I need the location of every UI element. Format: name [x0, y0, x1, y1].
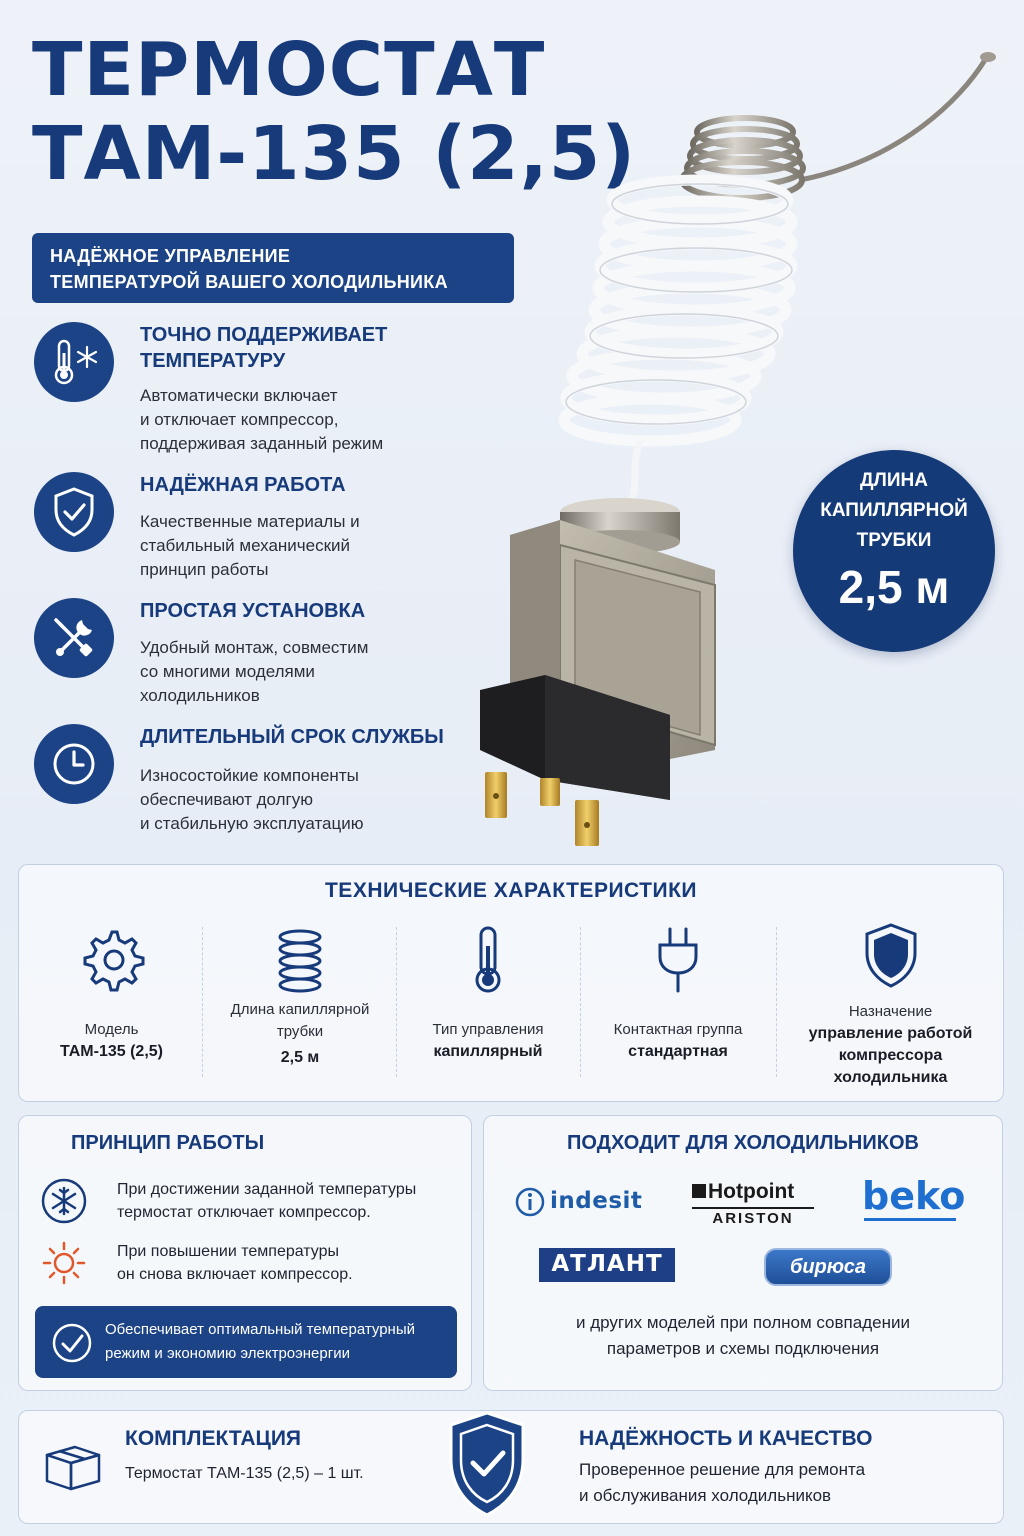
shield-check-icon — [34, 472, 114, 552]
feature-desc: стабильный механический — [140, 536, 351, 555]
indesit-logo-text: indesit — [550, 1188, 643, 1214]
title-line-2: ТАМ-135 (2,5) — [32, 111, 637, 197]
feature-desc: со многими моделями — [140, 662, 315, 681]
feature-title: ТЕМПЕРАТУРУ — [140, 350, 286, 372]
thermometer-icon — [396, 925, 580, 995]
badge-line-2: КАПИЛЛЯРНОЙ — [820, 500, 968, 521]
thermostat-product-image — [440, 40, 1020, 860]
spec-value: компрессора — [838, 1047, 943, 1064]
principle-title: ПРИНЦИП РАБОТЫ — [71, 1132, 265, 1154]
principle-note-text: Обеспечивает оптимальный температурный — [105, 1321, 415, 1338]
ariston-logo-text: ARISTON — [712, 1210, 794, 1227]
hotpoint-ariston-logo — [692, 1180, 814, 1232]
feature-desc: Износостойкие компоненты — [140, 766, 359, 785]
spec-label: Длина капиллярной — [230, 1001, 370, 1018]
feature-easy-install — [34, 598, 474, 708]
spec-label: Модель — [84, 1021, 139, 1038]
kit-desc: Термостат ТАМ-135 (2,5) – 1 шт. — [125, 1465, 364, 1482]
indesit-logo — [514, 1182, 654, 1222]
wrench-screwdriver-icon — [34, 598, 114, 678]
plug-icon — [580, 925, 776, 995]
feature-long-life — [34, 724, 474, 838]
subtitle-line-2: ТЕМПЕРАТУРОЙ ВАШЕГО ХОЛОДИЛЬНИКА — [50, 272, 448, 292]
brands-note: параметров и схемы подключения — [606, 1339, 880, 1358]
subtitle-line-1: НАДЁЖНОЕ УПРАВЛЕНИЕ — [50, 246, 291, 266]
spec-control-type — [396, 925, 580, 1095]
spec-value: холодильника — [833, 1069, 948, 1086]
spec-value: управление работой — [808, 1025, 973, 1042]
beko-logo-text: beko — [862, 1174, 966, 1218]
feature-desc: Удобный монтаж, совместим — [140, 638, 369, 657]
thermometer-snowflake-icon — [34, 322, 114, 402]
quality-desc: и обслуживания холодильников — [579, 1486, 832, 1505]
feature-desc: Качественные материалы и — [140, 512, 360, 531]
spec-value: стандартная — [628, 1043, 728, 1060]
spec-purpose — [776, 921, 1005, 1091]
spec-label: Назначение — [848, 1003, 933, 1020]
spec-contact-group — [580, 925, 776, 1095]
feature-desc: и отключает компрессор, — [140, 410, 339, 429]
spec-label: Тип управления — [432, 1021, 544, 1038]
spec-value: ТАМ-135 (2,5) — [59, 1043, 163, 1060]
specs-title: ТЕХНИЧЕСКИЕ ХАРАКТЕРИСТИКИ — [324, 879, 698, 902]
brands-panel — [483, 1115, 1003, 1391]
quality-title: НАДЁЖНОСТЬ И КАЧЕСТВО — [579, 1427, 873, 1450]
bottom-panel — [18, 1410, 1004, 1524]
brands-title: ПОДХОДИТ ДЛЯ ХОЛОДИЛЬНИКОВ — [567, 1132, 919, 1154]
snowflake-icon — [41, 1178, 87, 1224]
badge-value: 2,5 м — [838, 561, 950, 613]
principle-note — [35, 1306, 457, 1378]
spec-value: капиллярный — [433, 1043, 543, 1060]
spec-label: трубки — [276, 1023, 324, 1040]
quality-desc: Проверенное решение для ремонта — [579, 1460, 866, 1479]
biryusa-logo — [764, 1248, 892, 1286]
feature-desc: и стабильную эксплуатацию — [140, 814, 364, 833]
feature-title: ДЛИТЕЛЬНЫЙ СРОК СЛУЖБЫ — [140, 726, 444, 748]
capillary-length-badge — [793, 450, 995, 652]
box-icon — [41, 1437, 105, 1493]
principle-text: При повышении температуры — [117, 1243, 340, 1260]
sun-icon — [41, 1240, 87, 1286]
principle-item-cooling — [41, 1178, 461, 1228]
specs-panel — [18, 864, 1004, 1102]
feature-desc: принцип работы — [140, 560, 269, 579]
kit-title: КОМПЛЕКТАЦИЯ — [125, 1427, 302, 1450]
feature-title: ПРОСТАЯ УСТАНОВКА — [140, 600, 366, 622]
atlant-logo-text: АТЛАНТ — [551, 1251, 663, 1277]
shield-check-icon — [445, 1409, 529, 1519]
feature-desc: холодильников — [140, 686, 260, 705]
feature-title: ТОЧНО ПОДДЕРЖИВАЕТ — [140, 324, 388, 346]
spec-label: Контактная группа — [613, 1021, 743, 1038]
principle-note-text: режим и экономию электроэнергии — [105, 1345, 350, 1362]
spec-model — [19, 925, 204, 1095]
coil-spring-icon — [204, 925, 396, 995]
feature-desc: Автоматически включает — [140, 386, 338, 405]
gear-icon — [19, 925, 204, 995]
badge-line-1: ДЛИНА — [860, 470, 928, 491]
principle-panel — [18, 1115, 472, 1391]
biryusa-logo-text: бирюса — [789, 1256, 867, 1278]
feature-desc: поддерживая заданный режим — [140, 434, 384, 453]
brands-note: и других моделей при полном совпадении — [576, 1313, 910, 1332]
principle-text: он снова включает компрессор. — [117, 1266, 353, 1283]
spec-capillary-length — [204, 925, 396, 1095]
principle-item-heating — [41, 1240, 461, 1290]
principle-text: термостат отключает компрессор. — [117, 1204, 371, 1221]
check-circle-icon — [51, 1322, 93, 1364]
principle-text: При достижении заданной температуры — [117, 1181, 417, 1198]
spec-value: 2,5 м — [280, 1049, 320, 1066]
shield-icon — [776, 921, 1005, 991]
feature-title: НАДЁЖНАЯ РАБОТА — [140, 474, 346, 496]
title-line-1: ТЕРМОСТАТ — [32, 27, 546, 113]
atlant-logo — [539, 1248, 675, 1282]
clock-icon — [34, 724, 114, 804]
beko-logo — [862, 1174, 966, 1232]
hotpoint-logo-text: Hotpoint — [708, 1180, 795, 1203]
feature-reliable-work — [34, 472, 474, 582]
feature-desc: обеспечивают долгую — [140, 790, 313, 809]
badge-line-3: ТРУБКИ — [856, 530, 932, 551]
feature-precise-temperature — [34, 322, 474, 462]
